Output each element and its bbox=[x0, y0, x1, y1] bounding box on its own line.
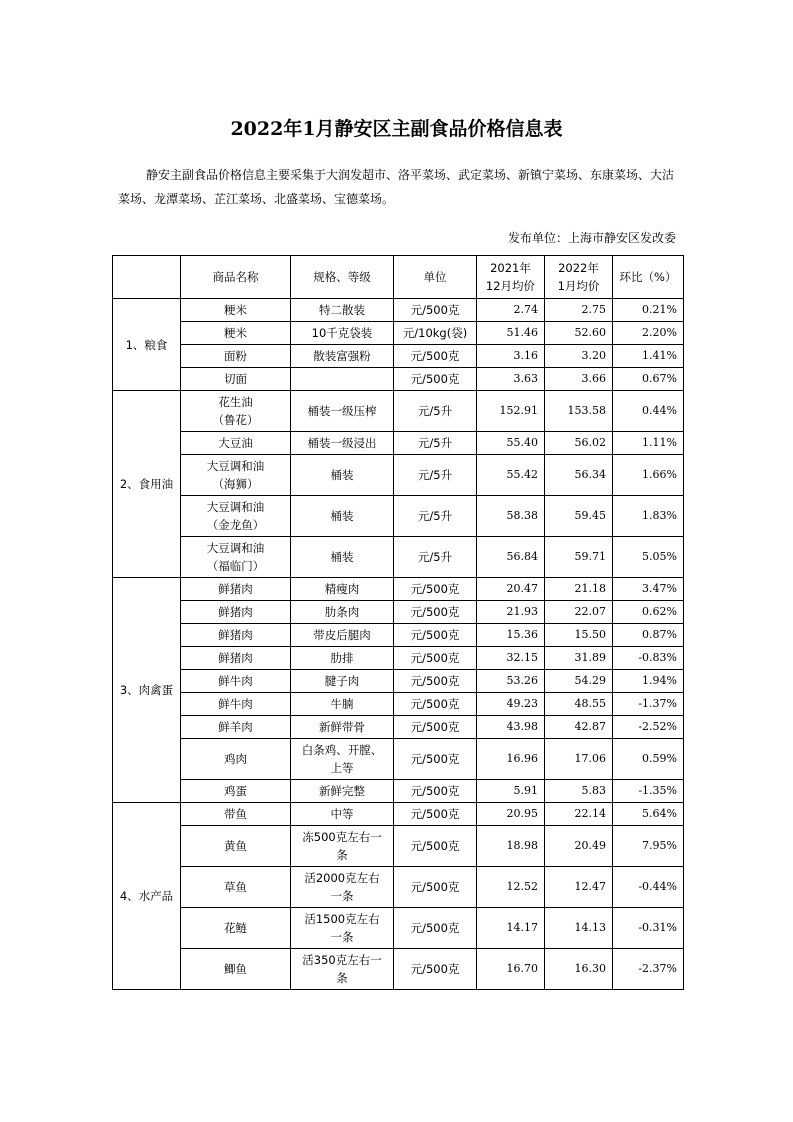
name-line2: （海狮） bbox=[212, 477, 259, 491]
name-cell: 大豆油 bbox=[181, 432, 291, 455]
spec-line1: 活350克左右一 bbox=[302, 953, 382, 967]
name-cell: 粳米 bbox=[181, 322, 291, 345]
spec-cell: 肋排 bbox=[291, 647, 394, 670]
change-cell: 1.41% bbox=[613, 345, 684, 368]
table-row bbox=[113, 716, 684, 739]
unit-cell: 元/500克 bbox=[394, 368, 477, 391]
change-cell: 1.94% bbox=[613, 670, 684, 693]
unit-cell: 元/5升 bbox=[394, 496, 477, 537]
unit-cell: 元/500克 bbox=[394, 624, 477, 647]
unit-cell: 元/500克 bbox=[394, 716, 477, 739]
category-cell: 4、水产品 bbox=[113, 803, 181, 990]
table-row bbox=[113, 537, 684, 578]
spec-cell: 腱子肉 bbox=[291, 670, 394, 693]
header-dec-line2: 12月均价 bbox=[485, 279, 536, 293]
dec-price-cell: 12.52 bbox=[477, 867, 545, 908]
dec-price-cell: 2.74 bbox=[477, 299, 545, 322]
intro-paragraph: 静安主副食品价格信息主要采集于大润发超市、洛平菜场、武定菜场、新镇宁菜场、东康菜场、大沽菜场、龙潭菜场、芷江菜场、北盛菜场、宝德菜场。 bbox=[118, 168, 675, 206]
header-spec: 规格、等级 bbox=[291, 256, 394, 299]
spec-cell: 特二散装 bbox=[291, 299, 394, 322]
unit-cell: 元/500克 bbox=[394, 867, 477, 908]
spec-cell bbox=[291, 908, 394, 949]
change-cell: 5.64% bbox=[613, 803, 684, 826]
unit-cell: 元/500克 bbox=[394, 601, 477, 624]
name-cell: 鲜猪肉 bbox=[181, 647, 291, 670]
change-cell: 1.11% bbox=[613, 432, 684, 455]
dec-price-cell: 43.98 bbox=[477, 716, 545, 739]
dec-price-cell: 20.47 bbox=[477, 578, 545, 601]
spec-cell: 牛腩 bbox=[291, 693, 394, 716]
name-cell: 粳米 bbox=[181, 299, 291, 322]
spec-line1: 活1500克左右 bbox=[304, 912, 380, 926]
unit-cell: 元/5升 bbox=[394, 455, 477, 496]
table-row bbox=[113, 299, 684, 322]
name-line1: 大豆调和油 bbox=[206, 500, 265, 514]
table-header-row bbox=[113, 256, 684, 299]
jan-price-cell: 31.89 bbox=[545, 647, 613, 670]
change-cell: 0.67% bbox=[613, 368, 684, 391]
dec-price-cell: 55.40 bbox=[477, 432, 545, 455]
spec-line2: 一条 bbox=[330, 930, 354, 944]
price-table bbox=[112, 255, 684, 990]
unit-cell: 元/500克 bbox=[394, 949, 477, 990]
spec-cell: 散装富强粉 bbox=[291, 345, 394, 368]
change-cell: -0.44% bbox=[613, 867, 684, 908]
dec-price-cell: 58.38 bbox=[477, 496, 545, 537]
name-cell: 面粉 bbox=[181, 345, 291, 368]
unit-cell: 元/500克 bbox=[394, 739, 477, 780]
name-line1: 大豆调和油 bbox=[206, 459, 265, 473]
category-cell: 1、粮食 bbox=[113, 299, 181, 391]
spec-cell bbox=[291, 368, 394, 391]
dec-price-cell: 20.95 bbox=[477, 803, 545, 826]
change-cell: -2.52% bbox=[613, 716, 684, 739]
change-cell: 7.95% bbox=[613, 826, 684, 867]
spec-line2: 一条 bbox=[330, 889, 354, 903]
spec-cell: 桶装一级压榨 bbox=[291, 391, 394, 432]
change-cell: 2.20% bbox=[613, 322, 684, 345]
dec-price-cell: 55.42 bbox=[477, 455, 545, 496]
jan-price-cell: 42.87 bbox=[545, 716, 613, 739]
spec-cell: 桶装 bbox=[291, 537, 394, 578]
name-cell: 鲫鱼 bbox=[181, 949, 291, 990]
table-row bbox=[113, 826, 684, 867]
change-cell: 1.83% bbox=[613, 496, 684, 537]
jan-price-cell: 56.02 bbox=[545, 432, 613, 455]
unit-cell: 元/10kg(袋) bbox=[394, 322, 477, 345]
dec-price-cell: 3.63 bbox=[477, 368, 545, 391]
jan-price-cell: 20.49 bbox=[545, 826, 613, 867]
name-cell: 鲜猪肉 bbox=[181, 624, 291, 647]
unit-cell: 元/500克 bbox=[394, 578, 477, 601]
dec-price-cell: 14.17 bbox=[477, 908, 545, 949]
jan-price-cell: 59.71 bbox=[545, 537, 613, 578]
header-change: 环比（%） bbox=[613, 256, 684, 299]
name-cell: 带鱼 bbox=[181, 803, 291, 826]
jan-price-cell: 22.07 bbox=[545, 601, 613, 624]
jan-price-cell: 52.60 bbox=[545, 322, 613, 345]
change-cell: 0.87% bbox=[613, 624, 684, 647]
name-cell: 鲜牛肉 bbox=[181, 670, 291, 693]
change-cell: 0.44% bbox=[613, 391, 684, 432]
name-cell: 切面 bbox=[181, 368, 291, 391]
dec-price-cell: 56.84 bbox=[477, 537, 545, 578]
table-row bbox=[113, 496, 684, 537]
jan-price-cell: 16.30 bbox=[545, 949, 613, 990]
dec-price-cell: 152.91 bbox=[477, 391, 545, 432]
spec-cell: 肋条肉 bbox=[291, 601, 394, 624]
change-cell: -0.83% bbox=[613, 647, 684, 670]
spec-cell bbox=[291, 949, 394, 990]
table-row bbox=[113, 670, 684, 693]
name-cell bbox=[181, 455, 291, 496]
table-row bbox=[113, 739, 684, 780]
table-row bbox=[113, 867, 684, 908]
header-jan-line2: 1月均价 bbox=[557, 279, 600, 293]
change-cell: 1.66% bbox=[613, 455, 684, 496]
name-cell: 黄鱼 bbox=[181, 826, 291, 867]
table-row bbox=[113, 803, 684, 826]
dec-price-cell: 21.93 bbox=[477, 601, 545, 624]
header-dec-price bbox=[477, 256, 545, 299]
name-cell: 鲜牛肉 bbox=[181, 693, 291, 716]
name-cell: 鲜猪肉 bbox=[181, 601, 291, 624]
dec-price-cell: 18.98 bbox=[477, 826, 545, 867]
table-row bbox=[113, 908, 684, 949]
name-cell: 鲜猪肉 bbox=[181, 578, 291, 601]
change-cell: 3.47% bbox=[613, 578, 684, 601]
unit-cell: 元/500克 bbox=[394, 647, 477, 670]
category-cell: 2、食用油 bbox=[113, 391, 181, 578]
header-jan-line1: 2022年 bbox=[558, 261, 599, 275]
unit-cell: 元/500克 bbox=[394, 826, 477, 867]
table-row bbox=[113, 949, 684, 990]
table-row bbox=[113, 693, 684, 716]
change-cell: 0.62% bbox=[613, 601, 684, 624]
jan-price-cell: 48.55 bbox=[545, 693, 613, 716]
spec-cell bbox=[291, 826, 394, 867]
change-cell: -1.35% bbox=[613, 780, 684, 803]
spec-cell: 桶装 bbox=[291, 455, 394, 496]
spec-line1: 白条鸡、开膛、 bbox=[301, 743, 383, 757]
unit-cell: 元/500克 bbox=[394, 908, 477, 949]
change-cell: -1.37% bbox=[613, 693, 684, 716]
unit-cell: 元/5升 bbox=[394, 391, 477, 432]
spec-line2: 条 bbox=[336, 848, 348, 862]
table-row bbox=[113, 345, 684, 368]
dec-price-cell: 16.70 bbox=[477, 949, 545, 990]
header-unit: 单位 bbox=[394, 256, 477, 299]
unit-cell: 元/500克 bbox=[394, 299, 477, 322]
spec-cell: 新鲜带骨 bbox=[291, 716, 394, 739]
name-cell: 鸡蛋 bbox=[181, 780, 291, 803]
spec-cell: 精瘦肉 bbox=[291, 578, 394, 601]
table-body bbox=[113, 299, 684, 990]
spec-line1: 活2000克左右 bbox=[304, 871, 380, 885]
dec-price-cell: 32.15 bbox=[477, 647, 545, 670]
dec-price-cell: 49.23 bbox=[477, 693, 545, 716]
table-row bbox=[113, 647, 684, 670]
spec-cell: 桶装 bbox=[291, 496, 394, 537]
table-row bbox=[113, 624, 684, 647]
name-line1: 花生油 bbox=[218, 395, 253, 409]
dec-price-cell: 3.16 bbox=[477, 345, 545, 368]
unit-cell: 元/500克 bbox=[394, 345, 477, 368]
jan-price-cell: 2.75 bbox=[545, 299, 613, 322]
table-row bbox=[113, 780, 684, 803]
dec-price-cell: 51.46 bbox=[477, 322, 545, 345]
spec-cell: 10千克袋装 bbox=[291, 322, 394, 345]
name-line2: （金龙鱼） bbox=[206, 518, 265, 532]
header-category bbox=[113, 256, 181, 299]
unit-cell: 元/500克 bbox=[394, 670, 477, 693]
spec-cell bbox=[291, 867, 394, 908]
name-cell: 鲜羊肉 bbox=[181, 716, 291, 739]
change-cell: 5.05% bbox=[613, 537, 684, 578]
unit-cell: 元/500克 bbox=[394, 780, 477, 803]
jan-price-cell: 54.29 bbox=[545, 670, 613, 693]
jan-price-cell: 56.34 bbox=[545, 455, 613, 496]
name-cell: 草鱼 bbox=[181, 867, 291, 908]
jan-price-cell: 5.83 bbox=[545, 780, 613, 803]
name-cell bbox=[181, 537, 291, 578]
spec-line1: 冻500克左右一 bbox=[302, 830, 382, 844]
name-line2: （福临门） bbox=[206, 559, 265, 573]
jan-price-cell: 3.20 bbox=[545, 345, 613, 368]
table-row bbox=[113, 578, 684, 601]
publisher-line: 发布单位：上海市静安区发改委 bbox=[507, 231, 676, 245]
spec-cell: 桶装一级浸出 bbox=[291, 432, 394, 455]
spec-cell: 新鲜完整 bbox=[291, 780, 394, 803]
change-cell: -2.37% bbox=[613, 949, 684, 990]
spec-cell bbox=[291, 739, 394, 780]
jan-price-cell: 12.47 bbox=[545, 867, 613, 908]
name-cell: 鸡肉 bbox=[181, 739, 291, 780]
change-cell: -0.31% bbox=[613, 908, 684, 949]
header-name: 商品名称 bbox=[181, 256, 291, 299]
unit-cell: 元/500克 bbox=[394, 803, 477, 826]
page-title: 2022年1月静安区主副食品价格信息表 bbox=[230, 118, 563, 140]
name-cell bbox=[181, 496, 291, 537]
spec-line2: 上等 bbox=[330, 761, 354, 775]
jan-price-cell: 3.66 bbox=[545, 368, 613, 391]
name-line2: （鲁花） bbox=[212, 413, 259, 427]
jan-price-cell: 17.06 bbox=[545, 739, 613, 780]
jan-price-cell: 153.58 bbox=[545, 391, 613, 432]
spec-line2: 条 bbox=[336, 971, 348, 985]
unit-cell: 元/5升 bbox=[394, 432, 477, 455]
jan-price-cell: 22.14 bbox=[545, 803, 613, 826]
category-cell: 3、肉禽蛋 bbox=[113, 578, 181, 803]
change-cell: 0.59% bbox=[613, 739, 684, 780]
spec-cell: 中等 bbox=[291, 803, 394, 826]
name-cell: 花鲢 bbox=[181, 908, 291, 949]
jan-price-cell: 15.50 bbox=[545, 624, 613, 647]
table-row bbox=[113, 432, 684, 455]
table-row bbox=[113, 455, 684, 496]
table-row bbox=[113, 601, 684, 624]
header-dec-line1: 2021年 bbox=[490, 261, 531, 275]
jan-price-cell: 59.45 bbox=[545, 496, 613, 537]
spec-cell: 带皮后腿肉 bbox=[291, 624, 394, 647]
unit-cell: 元/5升 bbox=[394, 537, 477, 578]
unit-cell: 元/500克 bbox=[394, 693, 477, 716]
name-cell bbox=[181, 391, 291, 432]
dec-price-cell: 15.36 bbox=[477, 624, 545, 647]
header-jan-price bbox=[545, 256, 613, 299]
jan-price-cell: 14.13 bbox=[545, 908, 613, 949]
dec-price-cell: 16.96 bbox=[477, 739, 545, 780]
jan-price-cell: 21.18 bbox=[545, 578, 613, 601]
table-row bbox=[113, 391, 684, 432]
dec-price-cell: 53.26 bbox=[477, 670, 545, 693]
change-cell: 0.21% bbox=[613, 299, 684, 322]
table-row bbox=[113, 322, 684, 345]
table-row bbox=[113, 368, 684, 391]
name-line1: 大豆调和油 bbox=[206, 541, 265, 555]
dec-price-cell: 5.91 bbox=[477, 780, 545, 803]
